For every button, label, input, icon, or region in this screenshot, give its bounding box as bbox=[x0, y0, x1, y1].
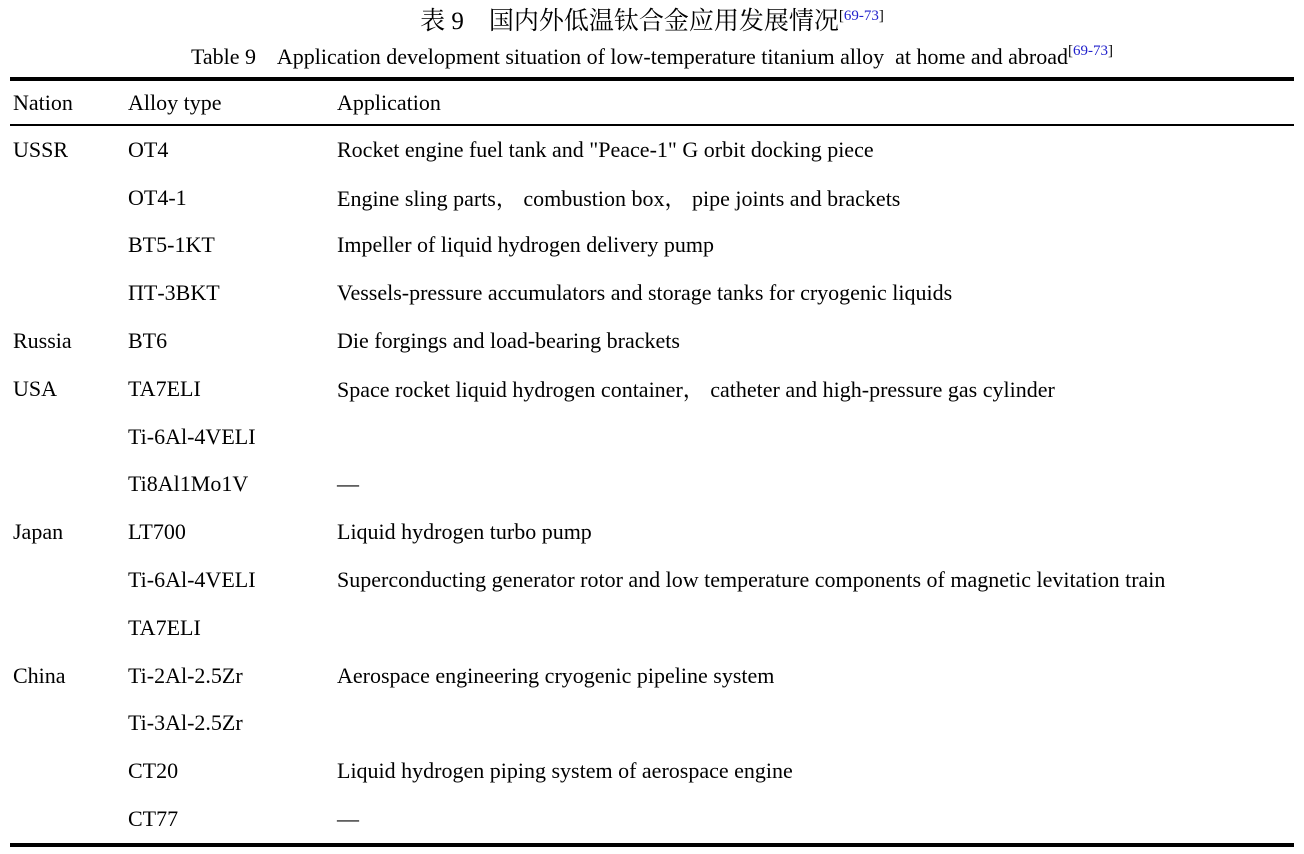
table-row bbox=[13, 652, 1292, 700]
alloy-type-cell: LT700 bbox=[128, 519, 186, 545]
reference-bracket-close: ] bbox=[1108, 43, 1113, 59]
column-header-nation: Nation bbox=[13, 89, 73, 115]
application-cell: Impeller of liquid hydrogen delivery pump bbox=[337, 232, 714, 258]
table-title-english bbox=[0, 43, 1304, 71]
alloy-type-cell: Ti-6Al-4VELI bbox=[128, 567, 256, 593]
application-cell: Engine sling parts， combustion box， pipe joints and brackets bbox=[337, 186, 901, 212]
table-title-chinese-text: 表 9 国内外低温钛合金应用发展情况 bbox=[420, 8, 839, 35]
alloy-type-cell: Ti-6Al-4VELI bbox=[128, 423, 256, 449]
application-cell: Superconducting generator rotor and low temperature components of magnetic levitation train bbox=[337, 567, 1166, 593]
alloy-type-cell: BT5-1KT bbox=[128, 232, 215, 258]
table-bottom-rule bbox=[10, 843, 1294, 847]
table-title-english-text: Table 9 Application development situation of low-temperature titanium alloy at home and abroad bbox=[191, 44, 1068, 69]
application-cell: Liquid hydrogen piping system of aerospace engine bbox=[337, 758, 793, 784]
nation-cell: Russia bbox=[13, 328, 72, 354]
column-header-alloy-type: Alloy type bbox=[128, 89, 222, 115]
alloy-type-cell: Ti-2Al-2.5Zr bbox=[128, 662, 243, 688]
table-row bbox=[13, 604, 1292, 652]
table-row bbox=[13, 126, 1292, 174]
nation-cell: USA bbox=[13, 375, 58, 401]
table-row bbox=[13, 365, 1292, 413]
alloy-type-cell: CT20 bbox=[128, 758, 179, 784]
table-row bbox=[13, 269, 1292, 317]
table-row bbox=[13, 556, 1292, 604]
alloy-type-cell: CT77 bbox=[128, 806, 179, 832]
table-title-chinese bbox=[0, 6, 1304, 38]
reference-numbers[interactable]: 69-73 bbox=[843, 8, 879, 24]
nation-cell: China bbox=[13, 662, 66, 688]
table-row bbox=[13, 413, 1292, 461]
table-row bbox=[13, 461, 1292, 509]
nation-cell: USSR bbox=[13, 136, 69, 162]
alloy-type-cell: Ti-3Al-2.5Zr bbox=[128, 710, 243, 736]
reference-bracket-open: [ bbox=[838, 8, 844, 24]
table-body bbox=[13, 126, 1292, 843]
alloy-type-cell: Ti8Al1Mo1V bbox=[128, 471, 249, 497]
table-row bbox=[13, 508, 1292, 556]
table-row bbox=[13, 222, 1292, 270]
column-header-application: Application bbox=[337, 89, 441, 115]
reference-link-english[interactable] bbox=[1068, 43, 1113, 59]
application-cell: — bbox=[337, 471, 359, 497]
alloy-type-cell: TA7ELI bbox=[128, 375, 201, 401]
reference-link-chinese[interactable] bbox=[839, 8, 884, 24]
application-cell: Liquid hydrogen turbo pump bbox=[337, 519, 592, 545]
application-cell: Rocket engine fuel tank and "Peace-1" G orbit docking piece bbox=[337, 136, 874, 162]
table-row bbox=[13, 747, 1292, 795]
table-row bbox=[13, 700, 1292, 748]
reference-bracket-open: [ bbox=[1068, 43, 1073, 59]
reference-bracket-close: ] bbox=[878, 8, 884, 24]
alloy-type-cell: OT4-1 bbox=[128, 184, 187, 210]
table-row bbox=[13, 174, 1292, 222]
application-cell: — bbox=[337, 806, 359, 832]
application-cell: Space rocket liquid hydrogen container， catheter and high-pressure gas cylinder bbox=[337, 377, 1055, 403]
table-header-row bbox=[13, 81, 1292, 124]
table-row bbox=[13, 317, 1292, 365]
alloy-type-cell: OT4 bbox=[128, 136, 169, 162]
application-cell: Die forgings and load-bearing brackets bbox=[337, 328, 680, 354]
alloy-type-cell: BT6 bbox=[128, 328, 168, 354]
alloy-type-cell: ПТ-3BKT bbox=[128, 280, 220, 306]
alloy-type-cell: TA7ELI bbox=[128, 614, 201, 640]
application-cell: Aerospace engineering cryogenic pipeline system bbox=[337, 662, 775, 688]
reference-numbers[interactable]: 69-73 bbox=[1073, 43, 1108, 59]
nation-cell: Japan bbox=[13, 519, 64, 545]
table-row bbox=[13, 795, 1292, 843]
application-cell: Vessels-pressure accumulators and storage tanks for cryogenic liquids bbox=[337, 280, 953, 306]
